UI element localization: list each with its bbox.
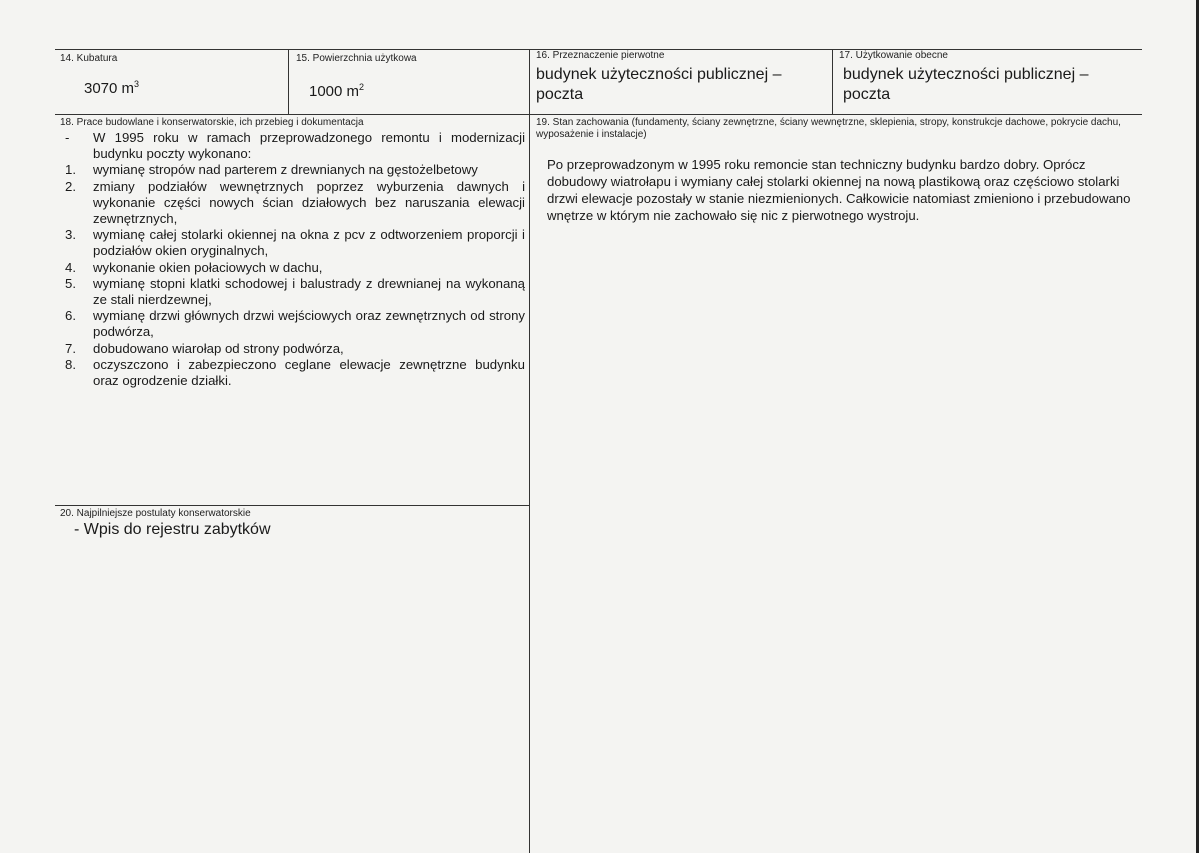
przeznaczenie-line-1: budynek użyteczności publicznej – (536, 66, 782, 83)
list-marker: - (65, 130, 70, 145)
powierzchnia-unit-exponent: 2 (359, 82, 365, 92)
uzytkowanie-label: 17. Użytkowanie obecne (839, 50, 948, 61)
list-marker: 7. (65, 340, 76, 356)
list-marker: 4. (65, 259, 76, 275)
kubatura-unit-exponent: 3 (134, 79, 140, 89)
list-marker: 2. (65, 178, 76, 194)
uzytkowanie-value (843, 65, 1088, 105)
przeznaczenie-value (536, 65, 781, 105)
list-item-text: W 1995 roku w ramach przeprowadzonego remontu i modernizacji budynku poczty wykonano: (93, 130, 525, 162)
works-label: 18. Prace budowlane i konserwatorskie, ich przebieg i dokumentacja (60, 117, 364, 128)
list-item-text: oczyszczono i zabezpieczono ceglane elewacje zewnętrzne budynku oraz ogrodzenie działki. (93, 356, 525, 389)
list-item-text: zmiany podziałów wewnętrznych poprzez wyburzenia dawnych i wykonanie części nowych ścian działowych bez naruszania elewacji zewnętrznych, (93, 178, 525, 227)
przeznaczenie-label: 16. Przeznaczenie pierwotne (536, 50, 665, 61)
center-divider (529, 49, 530, 853)
list-item (63, 260, 525, 276)
list-marker: 6. (65, 308, 76, 324)
powierzchnia-label: 15. Powierzchnia użytkowa (296, 53, 417, 64)
list-item (63, 162, 525, 178)
divider-14-15 (288, 49, 289, 114)
uzytkowanie-line-1: budynek użyteczności publicznej – (843, 66, 1089, 83)
condition-label: 19. Stan zachowania (fundamenty, ściany zewnętrzne, ściany wewnętrzne, sklepienia, stropy, konstrukcje dachowe, pokrycie dachu, wyposażenie i instalacje) (536, 117, 1121, 140)
postulates-label: 20. Najpilniejsze postulaty konserwatorskie (60, 508, 251, 519)
list-item (63, 341, 525, 357)
list-item (63, 179, 525, 228)
list-item (63, 308, 525, 340)
list-item-text: wymianę stropów nad parterem z drewnianych na gęstożelbetowy (93, 162, 478, 178)
list-item-text: dobudowano wiarołap od strony podwórza, (93, 340, 344, 356)
list-item (63, 227, 525, 259)
divider-16-17 (832, 49, 833, 114)
list-item-text: wymianę drzwi głównych drzwi wejściowych oraz zewnętrznych od strony podwórza, (93, 308, 525, 340)
kubatura-label: 14. Kubatura (60, 53, 118, 64)
uzytkowanie-line-2: poczta (843, 86, 891, 103)
list-marker: 1. (65, 162, 76, 178)
condition-text: Po przeprowadzonym w 1995 roku remoncie stan techniczny budynku bardzo dobry. Oprócz dobudowy wiatrołapu i wymiany całej stolarki okiennej na nową plastikową oraz częściowo stolarki drzwi elewacje pozostały w stanie niezmienionych. Całkowicie natomiast zmieniono i przebudowano wnętrze w którym nie zachowało się nic z pierwotnego wystroju. (547, 157, 1131, 223)
list-item (63, 276, 525, 308)
list-item-text: wymianę stopni klatki schodowej i balustrady z drewnianej na wykonaną ze stali nierdzewnej, (93, 275, 525, 308)
works-list (63, 130, 525, 389)
powierzchnia-value (309, 82, 364, 100)
list-item-text: wykonanie okien połaciowych w dachu, (93, 259, 323, 275)
list-marker: 8. (65, 356, 76, 372)
powierzchnia-number: 1000 m (309, 83, 360, 100)
postulates-item: - Wpis do rejestru zabytków (74, 521, 271, 538)
list-item (63, 130, 525, 162)
przeznaczenie-line-2: poczta (536, 86, 584, 103)
kubatura-number: 3070 m (84, 80, 135, 97)
kubatura-value (84, 79, 139, 97)
list-marker: 5. (65, 275, 76, 291)
works-bottom-border (55, 505, 530, 506)
list-item (63, 357, 525, 389)
header-bottom-border (55, 114, 1142, 115)
list-marker: 3. (65, 227, 76, 243)
list-item-text: wymianę całej stolarki okiennej na okna z pcv z odtworzeniem proporcji i podziałów okien oryginalnych, (93, 227, 525, 259)
